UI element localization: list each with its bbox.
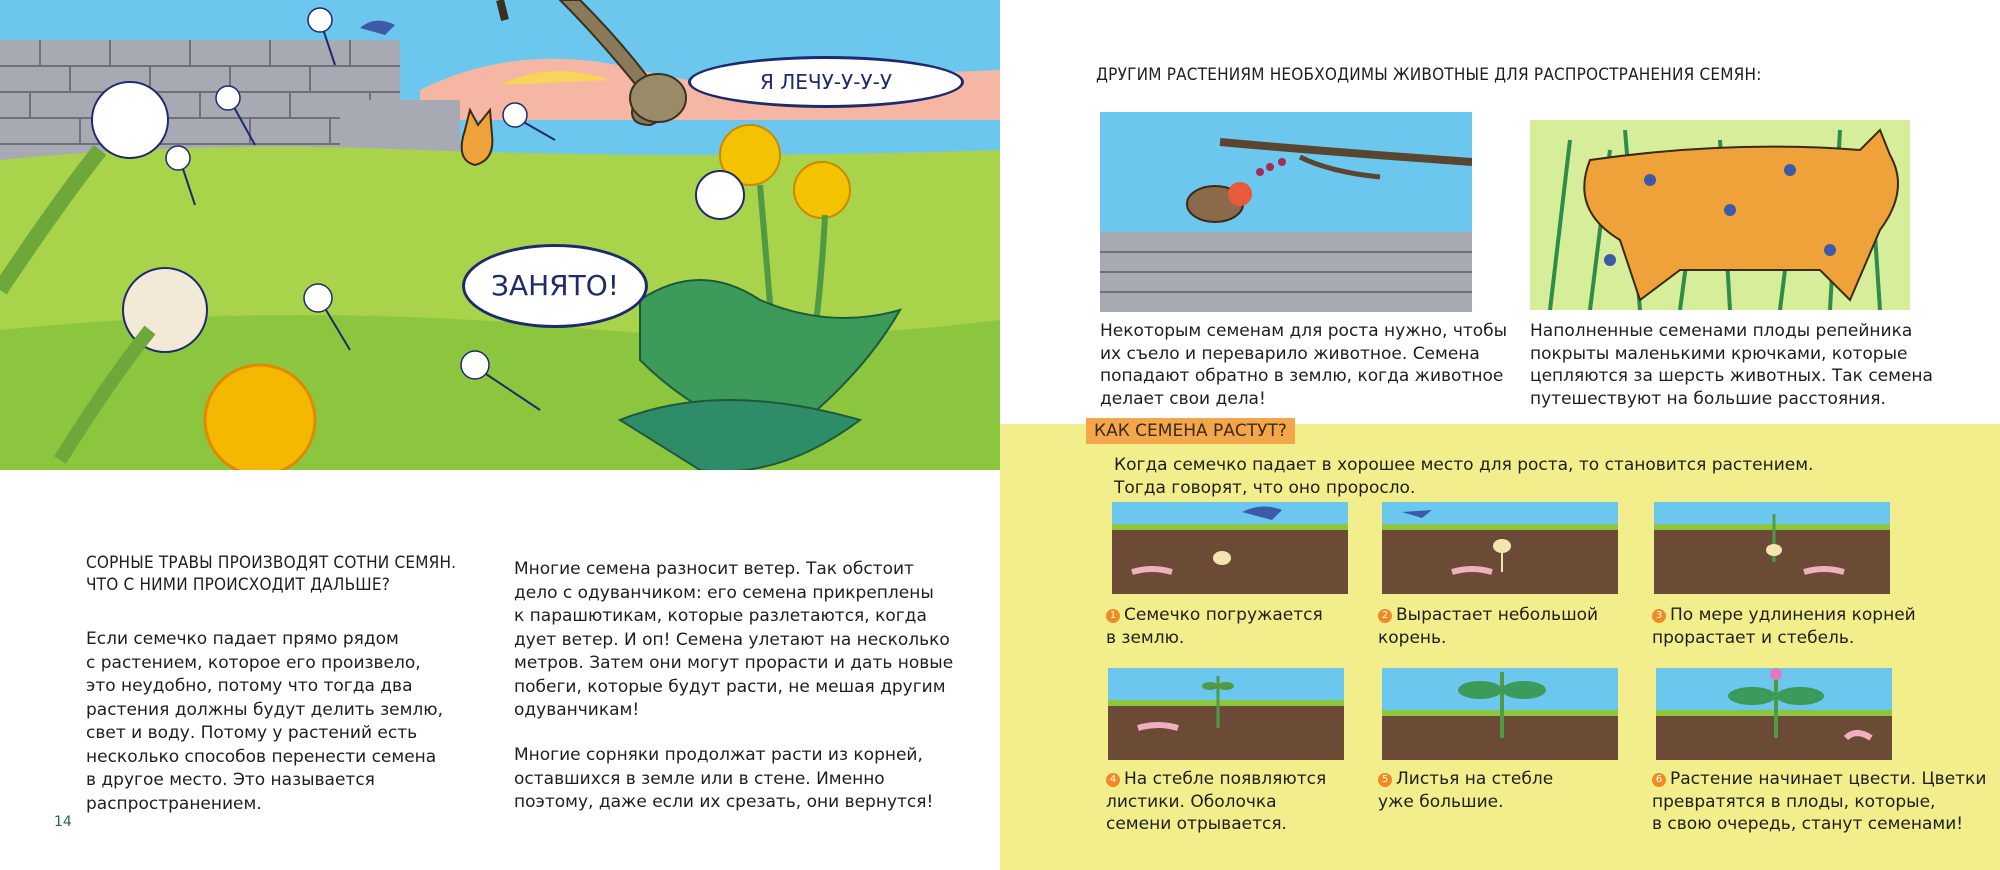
step-4-text: На стебле появляются листики. Оболочка семени отрывается. [1106, 769, 1327, 834]
step-4-illustration [1108, 668, 1344, 760]
step-2-number: 2 [1378, 609, 1392, 623]
right-heading: ДРУГИМ РАСТЕНИЯМ НЕОБХОДИМЫ ЖИВОТНЫЕ ДЛЯ РАСПРОСТРАНЕНИЯ СЕМЯН: [1096, 65, 1762, 85]
step-6-illustration [1656, 668, 1892, 760]
middle-column-paragraph-2: Многие сорняки продолжат расти из корней, оставшихся в земле или в стене. Именно поэтому, даже если их срезать, они вернутся! [514, 745, 934, 812]
step-3-illustration [1654, 502, 1890, 594]
speech-bubble-taken-text: ЗАНЯТО! [491, 269, 619, 302]
step-6-text: Растение начинает цвести. Цветки превратятся в плоды, которые, в свою очередь, станут семенами! [1652, 769, 1987, 834]
step-2-caption [1378, 604, 1658, 649]
middle-column-paragraph-1: Многие семена разносит ветер. Так обстоит дело с одуванчиком: его семена прикреплены к парашютикам, которые разлетаются, когда дует ветер. И оп! Семена улетают на несколько метров. Затем они могут прорасти и дать новые побеги, которые будут расти, не мешая другим одуванчикам! [514, 559, 954, 720]
step-1-illustration [1112, 502, 1348, 594]
speech-bubble-taken [462, 244, 648, 328]
step-3-number: 3 [1652, 609, 1666, 623]
bird-eating-berries-illustration [1100, 112, 1472, 312]
step-4-caption [1106, 768, 1386, 836]
caption-cat: Наполненные семенами плоды репейника покрыты маленькими крючками, которые цепляются за шерсть животных. Так семена путешествуют на большие расстояния. [1530, 321, 1933, 409]
speech-bubble-flying-text: Я ЛЕЧУ-У-У-У [759, 70, 893, 94]
left-heading: СОРНЫЕ ТРАВЫ ПРОИЗВОДЯТ СОТНИ СЕМЯН. ЧТО С НИМИ ПРОИСХОДИТ ДАЛЬШЕ? [86, 553, 457, 595]
step-2-illustration [1382, 502, 1618, 594]
step-6-number: 6 [1652, 773, 1666, 787]
step-5-caption [1378, 768, 1658, 813]
speech-bubble-flying [688, 56, 964, 108]
step-5-illustration [1382, 668, 1618, 760]
step-5-text: Листья на стебле уже большие. [1378, 769, 1554, 812]
step-6-caption [1652, 768, 1992, 836]
step-3-caption [1652, 604, 1972, 649]
section-tag: КАК СЕМЕНА РАСТУТ? [1086, 418, 1295, 444]
caption-bird: Некоторым семенам для роста нужно, чтобы их съело и переварило животное. Семена попадают обратно в землю, когда животное делает свои дела! [1100, 321, 1508, 409]
step-1-number: 1 [1106, 609, 1120, 623]
step-2-text: Вырастает небольшой корень. [1378, 605, 1599, 648]
step-4-number: 4 [1106, 773, 1120, 787]
left-column-text: Если семечко падает прямо рядом с растением, которое его произвело, это неудобно, потому что тогда два растения должны будут делить землю, свет и воду. Потому у растений есть несколько способов перенести семена в другое место. Это называется распространением. [86, 629, 444, 814]
step-5-number: 5 [1378, 773, 1392, 787]
page-number: 14 [54, 814, 72, 830]
step-3-text: По мере удлинения корней прорастает и стебель. [1652, 605, 1916, 648]
section-intro: Когда семечко падает в хорошее место для роста, то становится растением. Тогда говорят, что оно проросло. [1114, 455, 1814, 498]
step-1-text: Семечко погружается в землю. [1106, 605, 1323, 648]
step-1-caption [1106, 604, 1386, 649]
cat-in-grass-illustration [1530, 120, 1910, 310]
